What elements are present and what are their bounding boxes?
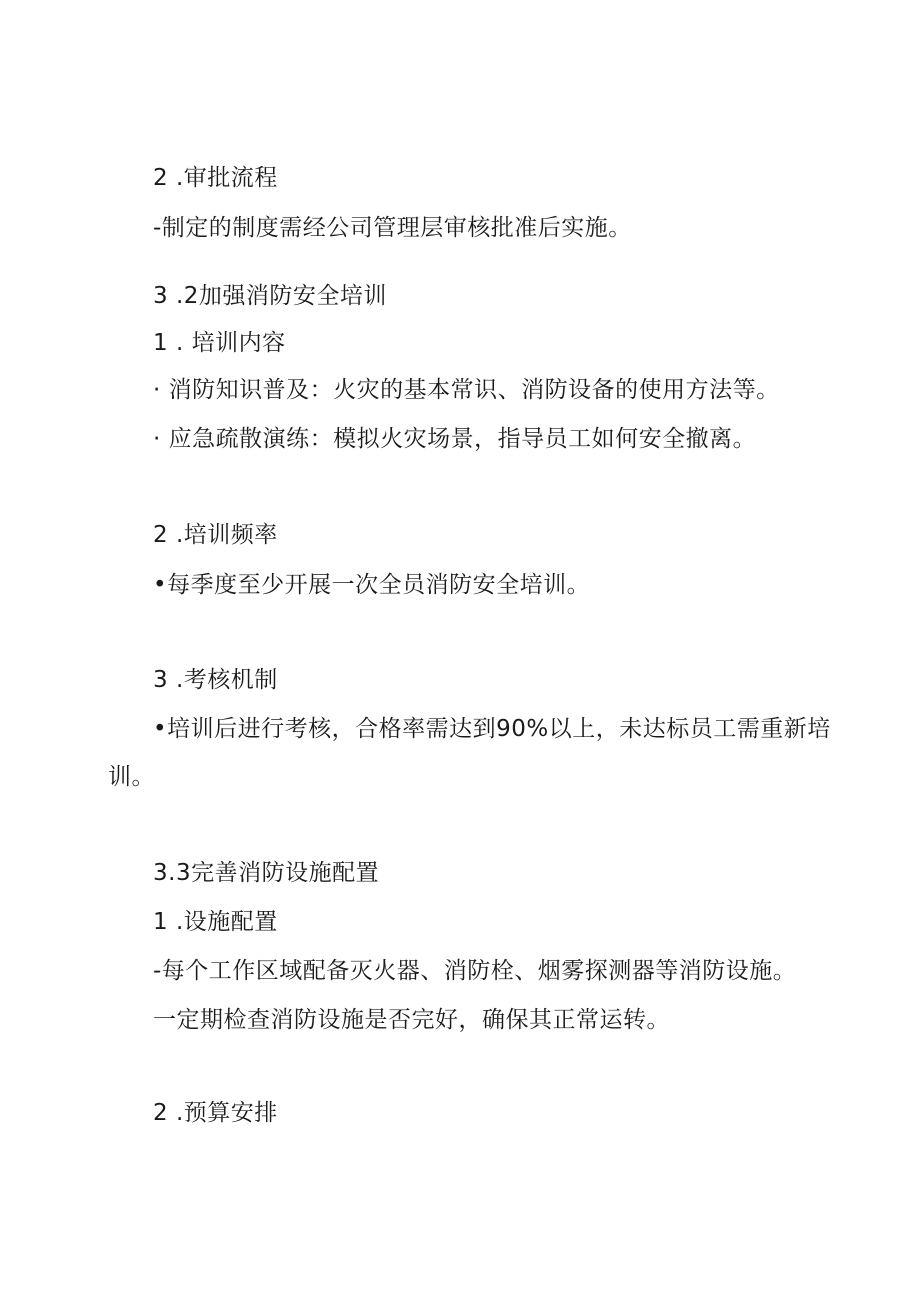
heading-facility-configuration: 1 .设施配置 (153, 909, 278, 935)
paragraph-facility-inspection: 一定期检查消防设施是否完好，确保其正常运转。 (153, 1007, 670, 1033)
bullet-frequency-text: •每季度至少开展一次全员消防安全培训。 (153, 572, 591, 598)
bullet-assessment-text: •培训后进行考核，合格率需达到90%以上，未达标员工需重新培 (153, 716, 831, 742)
heading-training-content: 1 . 培训内容 (153, 330, 286, 356)
bullet-assessment-continuation: 训。 (108, 764, 155, 790)
section-heading-facilities: 3.3完善消防设施配置 (153, 860, 380, 886)
paragraph-facility-equipment: -每个工作区域配备灭火器、消防栓、烟雾探测器等消防设施。 (153, 958, 797, 984)
section-heading-training: 3 .2加强消防安全培训 (153, 283, 387, 309)
heading-budget-arrangement: 2 .预算安排 (153, 1100, 278, 1126)
heading-training-frequency: 2 .培训频率 (153, 522, 278, 548)
heading-approval-process: 2 .审批流程 (153, 165, 278, 191)
bullet-fire-knowledge: · 消防知识普及：火灾的基本常识、消防设备的使用方法等。 (153, 377, 780, 403)
paragraph-approval-text: -制定的制度需经公司管理层审核批准后实施。 (153, 215, 632, 241)
heading-assessment: 3 .考核机制 (153, 667, 278, 693)
bullet-evacuation-drill: · 应急疏散演练：模拟火灾场景，指导员工如何安全撤离。 (153, 426, 757, 452)
